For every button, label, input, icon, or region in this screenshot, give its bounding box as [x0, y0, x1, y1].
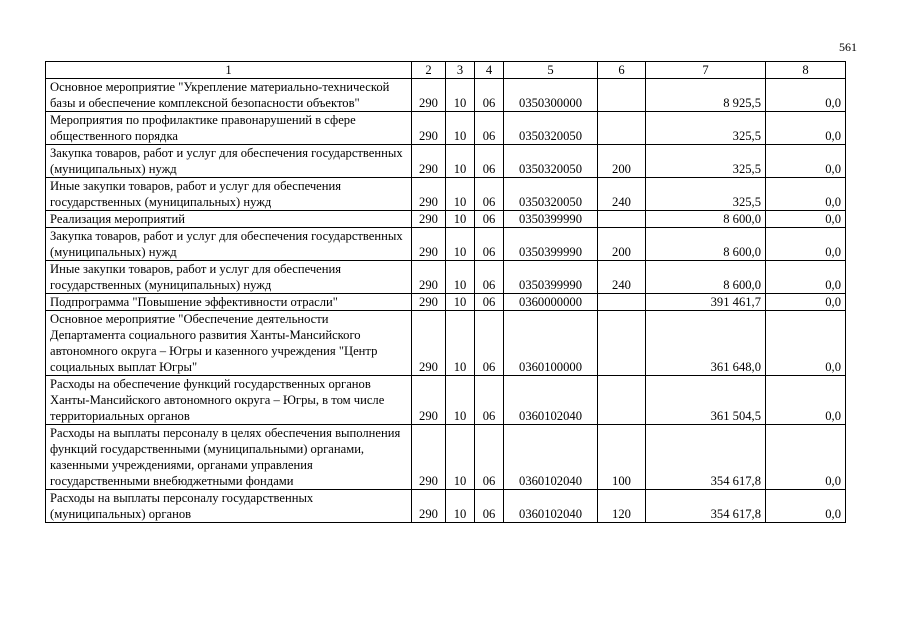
row-amount-cell: 8 925,5 [646, 79, 766, 112]
row-amount-subvention-cell: 0,0 [766, 425, 846, 490]
row-target-article-cell: 0360102040 [504, 425, 598, 490]
row-amount-subvention-cell: 0,0 [766, 145, 846, 178]
row-amount-subvention-cell: 0,0 [766, 261, 846, 294]
row-code-cell: 290 [412, 211, 446, 228]
row-name-cell: Иные закупки товаров, работ и услуг для обеспечения государственных (муниципальных) нужд [46, 178, 412, 211]
row-target-article-cell: 0350399990 [504, 228, 598, 261]
row-amount-cell: 391 461,7 [646, 294, 766, 311]
row-code-cell: 290 [412, 112, 446, 145]
row-section-cell: 10 [446, 145, 475, 178]
row-subsection-cell: 06 [475, 311, 504, 376]
row-name-cell: Расходы на выплаты персоналу государственных (муниципальных) органов [46, 490, 412, 523]
table-row [46, 178, 846, 211]
row-expense-type-cell: 120 [598, 490, 646, 523]
table-row [46, 211, 846, 228]
row-subsection-cell: 06 [475, 178, 504, 211]
row-section-cell: 10 [446, 228, 475, 261]
row-subsection-cell: 06 [475, 261, 504, 294]
row-amount-subvention-cell: 0,0 [766, 311, 846, 376]
row-amount-cell: 361 504,5 [646, 376, 766, 425]
row-target-article-cell: 0350399990 [504, 211, 598, 228]
table-row [46, 261, 846, 294]
row-section-cell: 10 [446, 79, 475, 112]
row-amount-subvention-cell: 0,0 [766, 211, 846, 228]
row-amount-subvention-cell: 0,0 [766, 376, 846, 425]
row-amount-cell: 8 600,0 [646, 261, 766, 294]
row-target-article-cell: 0360100000 [504, 311, 598, 376]
row-subsection-cell: 06 [475, 79, 504, 112]
row-code-cell: 290 [412, 261, 446, 294]
row-amount-cell: 325,5 [646, 112, 766, 145]
row-code-cell: 290 [412, 228, 446, 261]
row-expense-type-cell: 100 [598, 425, 646, 490]
row-section-cell: 10 [446, 211, 475, 228]
row-target-article-cell: 0360102040 [504, 376, 598, 425]
row-code-cell: 290 [412, 311, 446, 376]
row-target-article-cell: 0360102040 [504, 490, 598, 523]
table-row [46, 294, 846, 311]
table-row [46, 145, 846, 178]
row-name-cell: Подпрограмма "Повышение эффективности отрасли" [46, 294, 412, 311]
row-name-cell: Основное мероприятие "Укрепление материально-технической базы и обеспечение комплексной безопасности объектов" [46, 79, 412, 112]
page-number: 561 [839, 40, 857, 54]
budget-table [45, 61, 846, 523]
table-row [46, 376, 846, 425]
row-expense-type-cell [598, 211, 646, 228]
row-section-cell: 10 [446, 425, 475, 490]
row-code-cell: 290 [412, 294, 446, 311]
row-target-article-cell: 0350320050 [504, 145, 598, 178]
header-row [46, 62, 846, 79]
row-name-cell: Закупка товаров, работ и услуг для обеспечения государственных (муниципальных) нужд [46, 228, 412, 261]
row-subsection-cell: 06 [475, 490, 504, 523]
row-name-cell: Мероприятия по профилактике правонарушений в сфере общественного порядка [46, 112, 412, 145]
row-amount-subvention-cell: 0,0 [766, 490, 846, 523]
row-subsection-cell: 06 [475, 145, 504, 178]
row-amount-subvention-cell: 0,0 [766, 294, 846, 311]
row-subsection-cell: 06 [475, 376, 504, 425]
row-expense-type-cell: 240 [598, 261, 646, 294]
table-row [46, 311, 846, 376]
row-target-article-cell: 0360000000 [504, 294, 598, 311]
row-name-cell: Основное мероприятие "Обеспечение деятельности Департамента социального развития Ханты-Мансийского автономного округа – Югры и казенного учреждения "Центр социальных выплат Югры" [46, 311, 412, 376]
column-header-2: 2 [412, 62, 446, 79]
row-subsection-cell: 06 [475, 112, 504, 145]
row-section-cell: 10 [446, 376, 475, 425]
column-header-1: 1 [46, 62, 412, 79]
row-amount-subvention-cell: 0,0 [766, 112, 846, 145]
row-code-cell: 290 [412, 145, 446, 178]
row-name-cell: Расходы на выплаты персоналу в целях обеспечения выполнения функций государственными (муниципальными) органами, казенными учреждениями, органами управления государственными внебюджетными фондами [46, 425, 412, 490]
row-target-article-cell: 0350399990 [504, 261, 598, 294]
row-amount-cell: 325,5 [646, 178, 766, 211]
row-expense-type-cell [598, 79, 646, 112]
table-row [46, 112, 846, 145]
column-header-7: 7 [646, 62, 766, 79]
row-code-cell: 290 [412, 178, 446, 211]
row-expense-type-cell [598, 112, 646, 145]
column-header-6: 6 [598, 62, 646, 79]
row-name-cell: Иные закупки товаров, работ и услуг для обеспечения государственных (муниципальных) нужд [46, 261, 412, 294]
row-name-cell: Расходы на обеспечение функций государственных органов Ханты-Мансийского автономного округа – Югры, в том числе территориальных органов [46, 376, 412, 425]
row-name-cell: Реализация мероприятий [46, 211, 412, 228]
row-amount-subvention-cell: 0,0 [766, 79, 846, 112]
table-row [46, 228, 846, 261]
row-name-cell: Закупка товаров, работ и услуг для обеспечения государственных (муниципальных) нужд [46, 145, 412, 178]
row-code-cell: 290 [412, 425, 446, 490]
row-subsection-cell: 06 [475, 211, 504, 228]
column-header-3: 3 [446, 62, 475, 79]
row-target-article-cell: 0350300000 [504, 79, 598, 112]
table-body [46, 79, 846, 523]
row-section-cell: 10 [446, 311, 475, 376]
row-amount-subvention-cell: 0,0 [766, 228, 846, 261]
column-header-5: 5 [504, 62, 598, 79]
row-amount-cell: 354 617,8 [646, 425, 766, 490]
row-expense-type-cell: 200 [598, 228, 646, 261]
row-amount-cell: 8 600,0 [646, 228, 766, 261]
row-subsection-cell: 06 [475, 228, 504, 261]
row-section-cell: 10 [446, 178, 475, 211]
table-row [46, 490, 846, 523]
table-row [46, 425, 846, 490]
row-amount-cell: 354 617,8 [646, 490, 766, 523]
column-header-4: 4 [475, 62, 504, 79]
row-amount-cell: 325,5 [646, 145, 766, 178]
row-section-cell: 10 [446, 490, 475, 523]
row-subsection-cell: 06 [475, 425, 504, 490]
row-expense-type-cell [598, 311, 646, 376]
row-target-article-cell: 0350320050 [504, 112, 598, 145]
row-subsection-cell: 06 [475, 294, 504, 311]
row-code-cell: 290 [412, 490, 446, 523]
row-expense-type-cell: 200 [598, 145, 646, 178]
row-section-cell: 10 [446, 261, 475, 294]
row-target-article-cell: 0350320050 [504, 178, 598, 211]
row-section-cell: 10 [446, 112, 475, 145]
table-row [46, 79, 846, 112]
row-expense-type-cell: 240 [598, 178, 646, 211]
row-amount-subvention-cell: 0,0 [766, 178, 846, 211]
row-amount-cell: 361 648,0 [646, 311, 766, 376]
row-section-cell: 10 [446, 294, 475, 311]
row-amount-cell: 8 600,0 [646, 211, 766, 228]
row-code-cell: 290 [412, 79, 446, 112]
row-expense-type-cell [598, 376, 646, 425]
row-expense-type-cell [598, 294, 646, 311]
row-code-cell: 290 [412, 376, 446, 425]
column-header-8: 8 [766, 62, 846, 79]
